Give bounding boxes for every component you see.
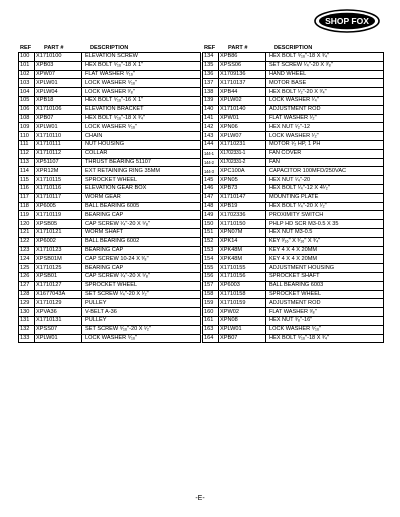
- table-row: [19, 167, 201, 176]
- table-row: [19, 264, 201, 273]
- ref-cell: 130: [19, 308, 35, 317]
- description-cell: MOUNTING PLATE: [266, 193, 384, 202]
- ref-cell: 144: [203, 140, 219, 149]
- part-number-cell: X1709136: [219, 70, 266, 79]
- table-row: [203, 193, 384, 202]
- description-cell: BEARING CAP: [82, 264, 201, 273]
- ref-cell: 104: [19, 88, 35, 97]
- description-cell: BALL BEARING 6002: [82, 237, 201, 246]
- ref-cell: 134: [203, 53, 219, 62]
- part-number-cell: X1710123: [35, 246, 82, 255]
- description-cell: PULLEY: [82, 299, 201, 308]
- part-number-cell: XPK48M: [219, 255, 266, 264]
- table-row: [203, 255, 384, 264]
- ref-cell: 147: [203, 193, 219, 202]
- ref-cell: 125: [19, 264, 35, 273]
- part-number-cell: XPLW01: [35, 123, 82, 132]
- ref-cell: 115: [19, 176, 35, 185]
- description-cell: SPROCKET WHEEL: [266, 290, 384, 299]
- description-cell: PULLEY: [82, 316, 201, 325]
- part-number-cell: XPK48M: [219, 246, 266, 255]
- part-number-cell: X1710127: [35, 281, 82, 290]
- part-number-cell: X1710116: [35, 184, 82, 193]
- part-number-cell: XPSB05: [35, 220, 82, 229]
- description-cell: WORM SHAFT: [82, 228, 201, 237]
- parts-column-right: [202, 40, 384, 343]
- ref-cell: 144-1: [203, 149, 219, 158]
- table-row: [203, 149, 384, 158]
- description-cell: MOTOR ¹⁄₂ HP, 1 PH: [266, 140, 384, 149]
- table-row: [19, 132, 201, 141]
- table-row: [19, 316, 201, 325]
- description-cell: THRUST BEARING 51107: [82, 158, 201, 167]
- ref-cell: 100: [19, 53, 35, 62]
- parts-table-right: [202, 52, 384, 343]
- part-number-cell: X1710125: [35, 264, 82, 273]
- part-number-cell: XPC100A: [219, 167, 266, 176]
- part-number-cell: XPB73: [219, 184, 266, 193]
- table-row: [19, 176, 201, 185]
- description-cell: EXT RETAINING RING 35MM: [82, 167, 201, 176]
- part-number-cell: XPVA36: [35, 308, 82, 317]
- table-row: [203, 246, 384, 255]
- part-number-cell: XPN07M: [219, 228, 266, 237]
- table-row: [19, 272, 201, 281]
- part-number-cell: XPLW04: [35, 88, 82, 97]
- part-number-cell: X1710117: [35, 193, 82, 202]
- part-number-cell: X1702331-1: [219, 149, 266, 158]
- description-cell: SPROCKET SHAFT: [266, 272, 384, 281]
- table-row: [19, 220, 201, 229]
- ref-cell: 158: [203, 290, 219, 299]
- description-cell: SPROCKET WHEEL: [82, 176, 201, 185]
- ref-cell: 135: [203, 61, 219, 70]
- table-row: [19, 70, 201, 79]
- description-cell: WORM GEAR: [82, 193, 201, 202]
- part-number-cell: XPLW02: [219, 96, 266, 105]
- header-part: PART #: [44, 45, 64, 51]
- part-number-cell: XPB18: [35, 96, 82, 105]
- table-row: [203, 79, 384, 88]
- description-cell: LOCK WASHER ⁵⁄₁₆": [82, 123, 201, 132]
- description-cell: CAP SCREW ¹⁄₄"-20 X ⁵⁄₈": [82, 220, 201, 229]
- ref-cell: 152: [203, 237, 219, 246]
- description-cell: LOCK WASHER ³⁄₈": [82, 88, 201, 97]
- ref-cell: 140: [203, 105, 219, 114]
- table-row: [203, 105, 384, 114]
- part-number-cell: XPN08: [219, 316, 266, 325]
- part-number-cell: XP6002: [35, 237, 82, 246]
- ref-cell: 132: [19, 325, 35, 334]
- ref-cell: 122: [19, 237, 35, 246]
- table-row: [203, 114, 384, 123]
- description-cell: HEX BOLT ⁵⁄₁₆"-18 X ³⁄₄": [266, 334, 384, 343]
- part-number-cell: X1710110: [35, 132, 82, 141]
- description-cell: FLAT WASHER ¹⁄₂": [266, 114, 384, 123]
- part-number-cell: XPB86: [219, 53, 266, 62]
- table-row: [203, 290, 384, 299]
- table-row: [19, 281, 201, 290]
- table-row: [19, 308, 201, 317]
- description-cell: LOCK WASHER ¹⁄₂": [266, 132, 384, 141]
- description-cell: FLAT WASHER ³⁄₈": [266, 308, 384, 317]
- description-cell: BALL BEARING 6005: [82, 202, 201, 211]
- part-number-cell: XPW07: [35, 70, 82, 79]
- table-row: [19, 202, 201, 211]
- ref-cell: 123: [19, 246, 35, 255]
- description-cell: LOCK WASHER ⁵⁄₁₆": [82, 334, 201, 343]
- description-cell: PHLP HD SCR M3-0.5 X 35: [266, 220, 384, 229]
- table-row: [203, 264, 384, 273]
- table-row: [203, 272, 384, 281]
- ref-cell: 106: [19, 105, 35, 114]
- table-row: [203, 316, 384, 325]
- description-cell: HEX BOLT ¹⁄₂"-20 X ³⁄₄": [266, 88, 384, 97]
- part-number-cell: X1677043A: [35, 290, 82, 299]
- description-cell: HEX BOLT ¹⁄₄"-12 X 4¹⁄₂": [266, 184, 384, 193]
- header-description: DESCRIPTION: [90, 45, 129, 51]
- ref-cell: 150: [203, 220, 219, 229]
- description-cell: SPROCKET WHEEL: [82, 281, 201, 290]
- description-cell: FAN COVER: [266, 149, 384, 158]
- description-cell: PROXIMITY SWITCH: [266, 211, 384, 220]
- part-number-cell: X1710115: [35, 176, 82, 185]
- ref-cell: 161: [203, 316, 219, 325]
- table-row: [19, 88, 201, 97]
- header-description: DESCRIPTION: [274, 45, 313, 51]
- description-cell: KEY ³⁄₁₆" X ³⁄₁₆" X ³⁄₄": [266, 237, 384, 246]
- ref-cell: 149: [203, 211, 219, 220]
- description-cell: BEARING CAP: [82, 211, 201, 220]
- description-cell: HEX NUT M3-0.5: [266, 228, 384, 237]
- description-cell: ADJUSTMENT HOUSING: [266, 264, 384, 273]
- part-number-cell: X1710156: [219, 272, 266, 281]
- ref-cell: 110: [19, 132, 35, 141]
- ref-cell: 128: [19, 290, 35, 299]
- description-cell: HEX BOLT ⁵⁄₁₆"-18 X ³⁄₄": [266, 53, 384, 62]
- ref-cell: 143: [203, 132, 219, 141]
- description-cell: LOCK WASHER ⁵⁄₁₆": [266, 325, 384, 334]
- table-row: [19, 158, 201, 167]
- part-number-cell: X1710159: [219, 299, 266, 308]
- description-cell: ELEVATION BRACKET: [82, 105, 201, 114]
- part-number-cell: XP6005: [35, 202, 82, 211]
- part-number-cell: X1710119: [35, 211, 82, 220]
- parts-table-left: [18, 52, 201, 343]
- header-ref: REF: [20, 45, 32, 51]
- description-cell: HEX NUT ³⁄₈"-16": [266, 316, 384, 325]
- table-row: [19, 228, 201, 237]
- part-number-cell: X1702331-2: [219, 158, 266, 167]
- description-cell: BALL BEARING 6003: [266, 281, 384, 290]
- part-number-cell: XPB07: [219, 334, 266, 343]
- table-row: [203, 96, 384, 105]
- ref-cell: 109: [19, 123, 35, 132]
- part-number-cell: X1710112: [35, 149, 82, 158]
- ref-cell: 108: [19, 114, 35, 123]
- ref-cell: 121: [19, 228, 35, 237]
- description-cell: SET SCREW ¹⁄₄"-20 X ³⁄₈": [266, 61, 384, 70]
- ref-cell: 116: [19, 184, 35, 193]
- ref-cell: 126: [19, 272, 35, 281]
- description-cell: COLLAR: [82, 149, 201, 158]
- ref-cell: 103: [19, 79, 35, 88]
- description-cell: LOCK WASHER ⁵⁄₁₆": [82, 79, 201, 88]
- shop-fox-logo: [314, 9, 380, 33]
- table-row: [203, 334, 384, 343]
- table-row: [203, 88, 384, 97]
- table-row: [203, 132, 384, 141]
- table-row: [19, 105, 201, 114]
- table-row: [203, 202, 384, 211]
- part-number-cell: X1710150: [219, 220, 266, 229]
- part-number-cell: XP51107: [35, 158, 82, 167]
- description-cell: NUT HOUSING: [82, 140, 201, 149]
- description-cell: SET SCREW ¹⁄₄"-20 X ¹⁄₂": [82, 290, 201, 299]
- description-cell: KEY 4 X 4 X 20MM: [266, 246, 384, 255]
- ref-cell: 117: [19, 193, 35, 202]
- ref-cell: 144-3: [203, 167, 219, 176]
- part-number-cell: XPLW01: [35, 334, 82, 343]
- part-number-cell: XPSS07: [35, 325, 82, 334]
- description-cell: CHAIN: [82, 132, 201, 141]
- part-number-cell: X1710147: [219, 193, 266, 202]
- parts-list: [10, 40, 390, 370]
- ref-cell: 113: [19, 158, 35, 167]
- part-number-cell: X1710111: [35, 140, 82, 149]
- description-cell: LOCK WASHER ¹⁄₄": [266, 96, 384, 105]
- part-number-cell: XP6003: [219, 281, 266, 290]
- ref-cell: 127: [19, 281, 35, 290]
- part-number-cell: X1710129: [35, 299, 82, 308]
- part-number-cell: XPN06: [219, 123, 266, 132]
- part-number-cell: XPB44: [219, 88, 266, 97]
- table-row: [19, 184, 201, 193]
- ref-cell: 131: [19, 316, 35, 325]
- part-number-cell: XPSB01: [35, 272, 82, 281]
- ref-cell: 164: [203, 334, 219, 343]
- ref-cell: 120: [19, 220, 35, 229]
- description-cell: FLAT WASHER ⁵⁄₁₆": [82, 70, 201, 79]
- table-row: [203, 176, 384, 185]
- part-number-cell: XPW02: [219, 308, 266, 317]
- table-row: [203, 299, 384, 308]
- parts-column-left: [18, 40, 201, 343]
- table-row: [203, 61, 384, 70]
- table-row: [203, 308, 384, 317]
- column-headers-left: [18, 40, 201, 52]
- description-cell: V-BELT A-36: [82, 308, 201, 317]
- header-part: PART #: [228, 45, 248, 51]
- table-row: [203, 281, 384, 290]
- part-number-cell: XPW01: [219, 114, 266, 123]
- ref-cell: 102: [19, 70, 35, 79]
- ref-cell: 153: [203, 246, 219, 255]
- ref-cell: 101: [19, 61, 35, 70]
- description-cell: HEX NUT ¹⁄₄"-20: [266, 176, 384, 185]
- part-number-cell: X1710106: [35, 105, 82, 114]
- description-cell: HEX BOLT ¹⁄₄"-20 X ¹⁄₂": [266, 202, 384, 211]
- description-cell: KEY 4 X 4 X 20MM: [266, 255, 384, 264]
- description-cell: HAND WHEEL: [266, 70, 384, 79]
- ref-cell: 114: [19, 167, 35, 176]
- description-cell: ELEVATION SCREW: [82, 53, 201, 62]
- table-row: [19, 61, 201, 70]
- table-row: [19, 123, 201, 132]
- ref-cell: 145: [203, 176, 219, 185]
- table-row: [203, 167, 384, 176]
- part-number-cell: XPSB01M: [35, 255, 82, 264]
- table-row: [203, 70, 384, 79]
- ref-cell: 148: [203, 202, 219, 211]
- page-label: -E-: [195, 495, 205, 502]
- table-row: [19, 290, 201, 299]
- part-number-cell: X1710131: [35, 316, 82, 325]
- part-number-cell: XPK14: [219, 237, 266, 246]
- table-row: [19, 255, 201, 264]
- description-cell: BEARING CAP: [82, 246, 201, 255]
- part-number-cell: XPLW07: [219, 132, 266, 141]
- ref-cell: 157: [203, 281, 219, 290]
- table-row: [19, 114, 201, 123]
- ref-cell: 105: [19, 96, 35, 105]
- description-cell: FAN: [266, 158, 384, 167]
- brand-name: SHOP FOX: [325, 16, 369, 26]
- table-row: [203, 237, 384, 246]
- part-number-cell: XPLW01: [219, 325, 266, 334]
- table-row: [19, 237, 201, 246]
- table-row: [203, 220, 384, 229]
- ref-cell: 163: [203, 325, 219, 334]
- part-number-cell: X1710155: [219, 264, 266, 273]
- part-number-cell: X1710121: [35, 228, 82, 237]
- description-cell: CAPACITOR 100MFD/250VAC: [266, 167, 384, 176]
- table-row: [203, 53, 384, 62]
- table-row: [19, 334, 201, 343]
- table-row: [19, 53, 201, 62]
- ref-cell: 159: [203, 299, 219, 308]
- ref-cell: 154: [203, 255, 219, 264]
- ref-cell: 155: [203, 264, 219, 273]
- table-row: [19, 246, 201, 255]
- table-row: [203, 184, 384, 193]
- table-row: [19, 79, 201, 88]
- part-number-cell: XPR12M: [35, 167, 82, 176]
- description-cell: HEX BOLT ⁵⁄₁₆"-16 X 1": [82, 96, 201, 105]
- ref-cell: 129: [19, 299, 35, 308]
- ref-cell: 156: [203, 272, 219, 281]
- part-number-cell: XPB03: [35, 61, 82, 70]
- description-cell: HEX NUT ¹⁄₂"-12: [266, 123, 384, 132]
- part-number-cell: XPB07: [35, 114, 82, 123]
- description-cell: ADJUSTMENT ROD: [266, 299, 384, 308]
- ref-cell: 111: [19, 140, 35, 149]
- part-number-cell: X1710231: [219, 140, 266, 149]
- description-cell: HEX BOLT ⁵⁄₁₆"-18 X ³⁄₄": [82, 114, 201, 123]
- ref-cell: 151: [203, 228, 219, 237]
- description-cell: HEX BOLT ⁵⁄₁₆"-18 X 1": [82, 61, 201, 70]
- part-number-cell: X1710100: [35, 53, 82, 62]
- description-cell: CAP SCREW ¹⁄₄"-20 X ⁵⁄₈": [82, 272, 201, 281]
- ref-cell: 112: [19, 149, 35, 158]
- part-number-cell: X1710158: [219, 290, 266, 299]
- part-number-cell: X1710140: [219, 105, 266, 114]
- ref-cell: 119: [19, 211, 35, 220]
- table-row: [19, 325, 201, 334]
- part-number-cell: X1702336: [219, 211, 266, 220]
- ref-cell: 160: [203, 308, 219, 317]
- table-row: [19, 211, 201, 220]
- part-number-cell: X1710137: [219, 79, 266, 88]
- ref-cell: 136: [203, 70, 219, 79]
- ref-cell: 141: [203, 114, 219, 123]
- description-cell: CAP SCREW 10-24 X ³⁄₈": [82, 255, 201, 264]
- table-row: [19, 140, 201, 149]
- description-cell: ADJUSTMENT ROD: [266, 105, 384, 114]
- table-row: [203, 325, 384, 334]
- description-cell: ELEVATION GEAR BOX: [82, 184, 201, 193]
- ref-cell: 146: [203, 184, 219, 193]
- description-cell: SET SCREW ⁵⁄₁₆"-20 X ¹⁄₂": [82, 325, 201, 334]
- description-cell: MOTOR BASE: [266, 79, 384, 88]
- table-row: [19, 299, 201, 308]
- ref-cell: 118: [19, 202, 35, 211]
- part-number-cell: XPLW01: [35, 79, 82, 88]
- ref-cell: 139: [203, 96, 219, 105]
- part-number-cell: XPN05: [219, 176, 266, 185]
- ref-cell: 133: [19, 334, 35, 343]
- table-row: [203, 123, 384, 132]
- table-row: [203, 158, 384, 167]
- ref-cell: 124: [19, 255, 35, 264]
- ref-cell: 137: [203, 79, 219, 88]
- table-row: [19, 96, 201, 105]
- ref-cell: 144-2: [203, 158, 219, 167]
- part-number-cell: XPSS06: [219, 61, 266, 70]
- ref-cell: 142: [203, 123, 219, 132]
- table-row: [19, 149, 201, 158]
- part-number-cell: XPB19: [219, 202, 266, 211]
- table-row: [19, 193, 201, 202]
- header-ref: REF: [204, 45, 216, 51]
- table-row: [203, 211, 384, 220]
- table-row: [203, 140, 384, 149]
- table-row: [203, 228, 384, 237]
- column-headers-right: [202, 40, 384, 52]
- ref-cell: 138: [203, 88, 219, 97]
